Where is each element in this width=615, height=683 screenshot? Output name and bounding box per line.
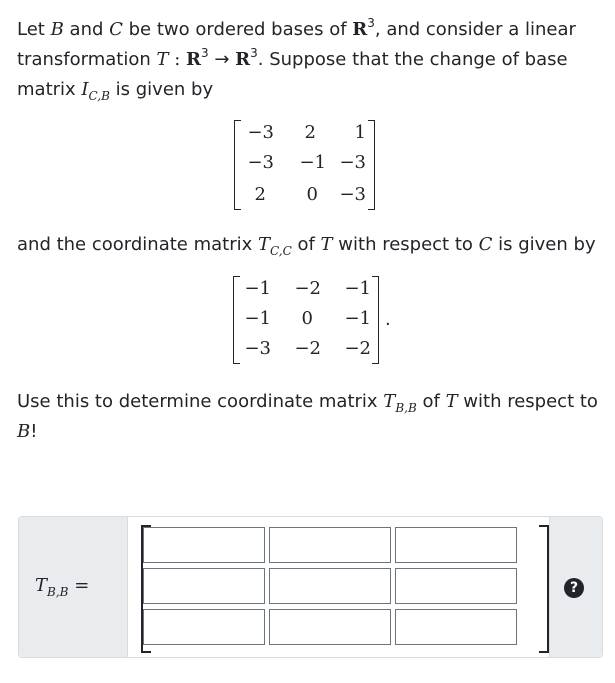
basis-B: B	[50, 19, 64, 40]
colon: :	[168, 49, 187, 70]
matrix-input-r1c2[interactable]	[269, 527, 391, 563]
transformation-T: T	[320, 234, 333, 255]
matrix-T: T	[257, 234, 270, 255]
subscript: C,C	[270, 244, 292, 258]
matrix-cell: −1	[244, 308, 271, 329]
text: transformation	[17, 49, 157, 70]
matrix-cell: 2	[304, 122, 316, 143]
matrix-T: T	[35, 575, 48, 596]
matrix-input-r1c1[interactable]	[143, 527, 265, 563]
problem-line-5	[17, 387, 602, 418]
question-circle-icon[interactable]: ?	[564, 578, 584, 598]
matrix-cell: 0	[306, 184, 318, 205]
matrix-input-r2c1[interactable]	[143, 568, 265, 604]
answer-input-group	[18, 516, 603, 658]
problem-line-2	[17, 45, 602, 76]
matrix-cell: −2	[294, 338, 321, 359]
subscript: B,B	[47, 585, 69, 599]
matrix-cell: −2	[294, 278, 321, 299]
matrix-T: T	[383, 391, 396, 412]
real-numbers-symbol: R	[235, 49, 251, 70]
transformation-T: T	[445, 391, 458, 412]
matrix-cell: −1	[244, 278, 271, 299]
text: is given by	[492, 234, 596, 255]
right-bracket	[368, 120, 375, 210]
matrix-cell: −2	[344, 338, 371, 359]
problem-line-3	[17, 75, 602, 106]
equals-sign: =	[68, 575, 90, 596]
problem-line-1	[17, 15, 602, 46]
matrix-cell: 1	[354, 122, 366, 143]
matrix-cell: 2	[254, 184, 266, 205]
matrix-input-r1c3[interactable]	[395, 527, 517, 563]
right-bracket	[539, 525, 549, 653]
subscript: C,B	[88, 89, 110, 103]
real-numbers-symbol: R	[186, 49, 201, 70]
matrix-input-r2c3[interactable]	[395, 568, 517, 604]
text: and the coordinate matrix	[17, 234, 258, 255]
matrix-cell: −3	[339, 184, 366, 205]
text: Use this to determine coordinate matrix	[17, 391, 384, 412]
basis-C: C	[478, 234, 493, 255]
text: be two ordered bases of	[122, 19, 353, 40]
text: matrix	[17, 79, 82, 100]
matrix-input-r3c3[interactable]	[395, 609, 517, 645]
coordinate-matrix-T-CC	[233, 276, 379, 364]
answer-label	[19, 517, 128, 657]
text: is given by	[109, 79, 214, 100]
help-area	[549, 517, 602, 657]
basis-C: C	[109, 19, 123, 40]
matrix-cell: −3	[247, 122, 274, 143]
text: . Suppose that the change of base	[257, 49, 568, 70]
matrix-cell: −3	[247, 152, 274, 173]
matrix-input-r3c2[interactable]	[269, 609, 391, 645]
matrix-cell: −1	[344, 308, 371, 329]
problem-line-4	[17, 230, 602, 261]
text: Let	[17, 19, 51, 40]
exponent: 3	[367, 16, 375, 30]
text: with respect to	[332, 234, 479, 255]
matrix-cell: −3	[244, 338, 271, 359]
text: of	[291, 234, 321, 255]
text: and	[63, 19, 110, 40]
right-bracket	[372, 276, 379, 364]
text: !	[30, 421, 38, 442]
matrix-input-r3c1[interactable]	[143, 609, 265, 645]
period: .	[385, 309, 391, 330]
matrix-cell: −1	[299, 152, 326, 173]
problem-line-6	[17, 417, 602, 447]
text: of	[416, 391, 446, 412]
matrix-cell: 0	[301, 308, 313, 329]
basis-B: B	[17, 421, 31, 442]
matrix-cell: −1	[344, 278, 371, 299]
subscript: B,B	[395, 401, 417, 415]
change-of-basis-matrix	[234, 120, 375, 210]
real-numbers-symbol: R	[352, 19, 368, 40]
exponent: 3	[200, 46, 209, 60]
matrix-cell: −3	[339, 152, 366, 173]
matrix-I: I	[81, 79, 89, 100]
arrow: →	[208, 49, 236, 70]
text: , and consider a linear	[374, 19, 576, 40]
exponent: 3	[250, 46, 258, 60]
matrix-input-r2c2[interactable]	[269, 568, 391, 604]
left-bracket	[234, 120, 241, 210]
text: with respect to	[457, 391, 598, 412]
transformation-T: T	[156, 49, 169, 70]
answer-label-text	[35, 575, 90, 599]
